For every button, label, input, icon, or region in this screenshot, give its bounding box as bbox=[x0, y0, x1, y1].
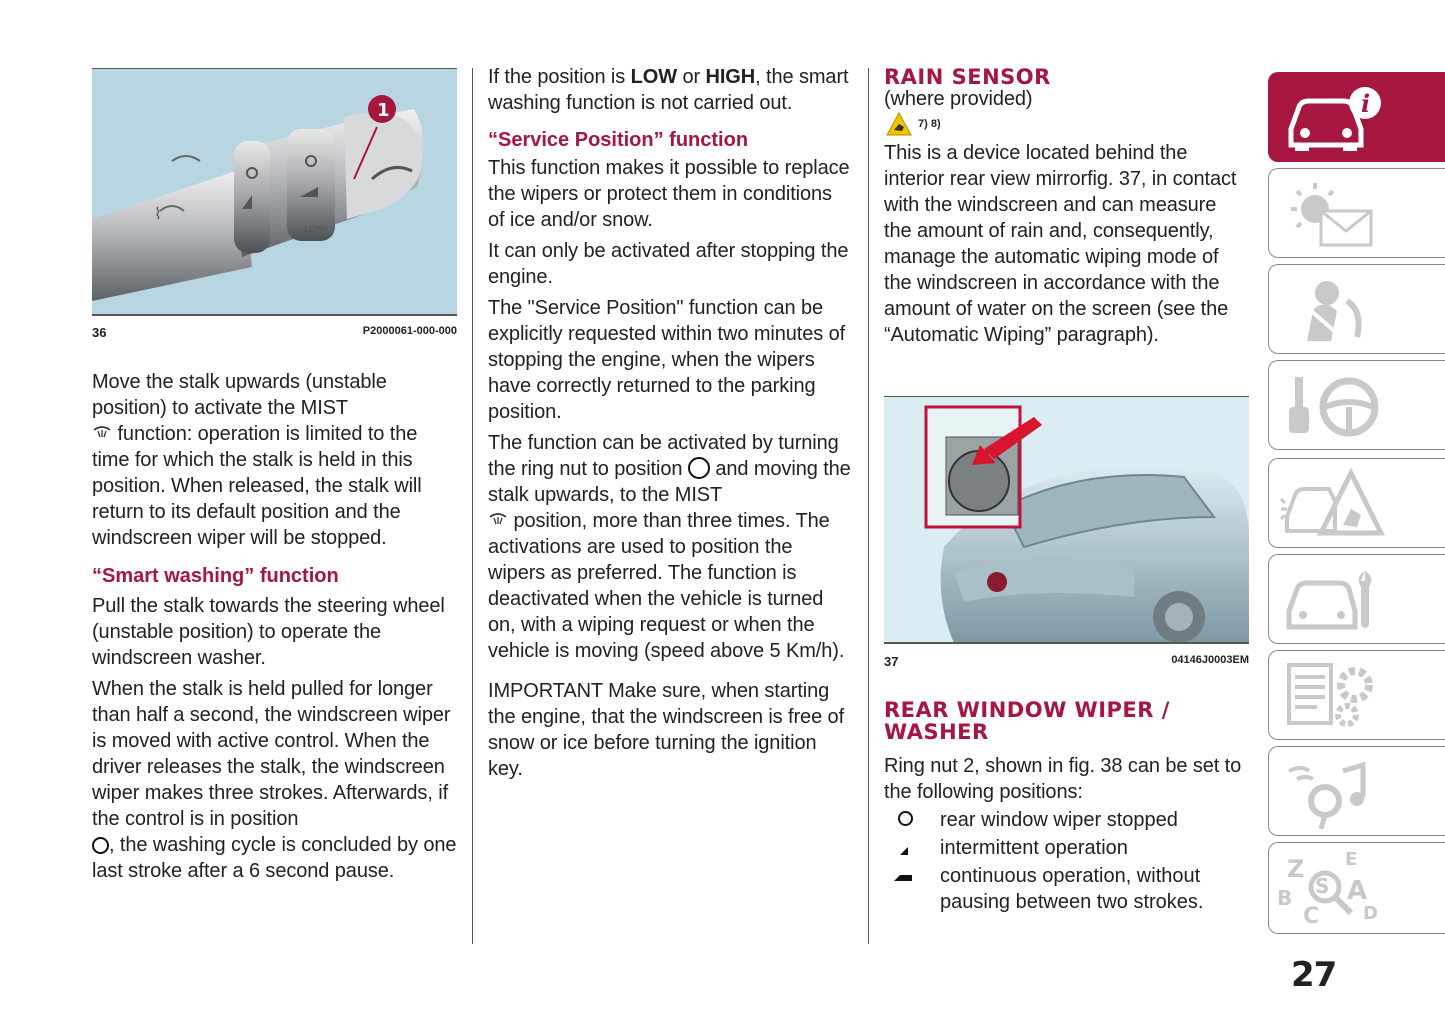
safety-icon bbox=[1277, 271, 1387, 347]
service-activation-paragraph: The function can be activated by turning the ring nut to position and moving the stalk upwards, to the MIST position, more than three times. The activations are used to position the wipers as preferred. The function is deactivated when the vehicle is turned on, with a wiping request or when the vehicle is moving (speed above 5 Km/h). bbox=[488, 432, 851, 662]
index-letter-b: B bbox=[1277, 886, 1293, 910]
mist-icon bbox=[92, 425, 112, 439]
multimedia-icon bbox=[1277, 753, 1387, 829]
service-position-heading: “Service Position” function bbox=[488, 129, 749, 151]
tab-technical-data[interactable] bbox=[1268, 650, 1445, 740]
tab-multimedia[interactable] bbox=[1268, 746, 1445, 836]
smart-washing-paragraph: Pull the stalk towards the steering wheel (unstable position) to operate the windscreen washer. bbox=[92, 595, 445, 669]
rear-wiper-heading-line-2: WASHER bbox=[884, 720, 989, 744]
smart-washing-detail-paragraph: When the stalk is held pulled for longer than half a second, the windscreen wiper is moved with active control. When the driver releases the stalk, the windscreen wiper makes three strokes. Afterwards, if the control is in position , the washing cycle is concluded by one last stroke after a 6 second pause. bbox=[92, 678, 457, 882]
page-number: 27 bbox=[1291, 955, 1337, 995]
rain-sensor-subtitle: (where provided) bbox=[884, 88, 1033, 110]
column-divider-2 bbox=[868, 68, 869, 944]
activation-paragraph: It can only be activated after stopping the engine. bbox=[488, 240, 849, 288]
service-request-paragraph: The "Service Position" function can be explicitly requested within two minutes of stopping the engine, when the wipers have correctly returned to the parking position. bbox=[488, 297, 846, 423]
index-letter-d: D bbox=[1363, 903, 1378, 924]
warning-icon bbox=[886, 112, 912, 136]
index-icon bbox=[1277, 849, 1387, 929]
mist-icon-2 bbox=[488, 512, 508, 526]
rear-wiper-heading-line-1: REAR WINDOW WIPER / bbox=[884, 698, 1170, 722]
figure-36-number: 36 bbox=[92, 325, 107, 340]
continuous-icon bbox=[894, 863, 918, 889]
service-position-paragraph: This function makes it possible to replace the wipers or protect them in conditions of ice and/or snow. bbox=[488, 157, 850, 231]
warning-row bbox=[884, 110, 1249, 140]
list-item: rear window wiper stopped bbox=[884, 807, 1249, 833]
tab-maintenance[interactable] bbox=[1268, 554, 1445, 644]
figure-36-code: P2000061-000-000 bbox=[362, 325, 457, 337]
list-item: continuous operation, without pausing between two strokes. bbox=[884, 863, 1249, 915]
warning-refs: 7) 8) bbox=[918, 118, 941, 130]
positions-list bbox=[884, 807, 1249, 915]
index-letter-e: E bbox=[1345, 849, 1358, 870]
mist-paragraph: Move the stalk upwards (unstable position) to activate the MIST function: operation is limited to the time for which the stalk is held in this position. When released, the stalk will return to its default position and the windscreen wiper will be stopped. bbox=[92, 371, 422, 549]
tab-car-info[interactable] bbox=[1268, 72, 1445, 162]
rain-sensor-paragraph: This is a device located behind the interior rear view mirrorfig. 37, in contact with the windscreen and can measure the amount of rain and, consequently, manage the automatic wiping mode of the windscreen in accordance with the amount of water on the screen (see the “Automatic Wiping” paragraph). bbox=[884, 142, 1237, 346]
low-high-paragraph: If the position is LOW or HIGH, the smart washing function is not carried out. bbox=[488, 66, 849, 114]
car-info-icon bbox=[1277, 79, 1387, 155]
tab-emergency[interactable] bbox=[1268, 458, 1445, 548]
index-letter-a: A bbox=[1347, 876, 1368, 906]
tab-safety[interactable] bbox=[1268, 264, 1445, 354]
svg-text:⌇: ⌇ bbox=[154, 204, 162, 223]
important-paragraph: IMPORTANT Make sure, when starting the engine, that the windscreen is free of snow or ice before turning the ignition key. bbox=[488, 680, 845, 780]
rain-sensor-heading: RAIN SENSOR bbox=[884, 65, 1051, 89]
technical-data-icon bbox=[1277, 657, 1387, 733]
maintenance-icon bbox=[1277, 561, 1387, 637]
column-divider-1 bbox=[472, 68, 473, 944]
intermittent-icon bbox=[894, 835, 918, 861]
stalk-low-label: LOW bbox=[304, 225, 325, 235]
tab-index[interactable] bbox=[1268, 842, 1445, 934]
smart-washing-heading: “Smart washing” function bbox=[92, 565, 339, 587]
index-letter-s: S bbox=[1315, 874, 1330, 898]
ring-position-icon-2 bbox=[688, 457, 710, 479]
ring-icon bbox=[894, 807, 918, 833]
figure-37-caption bbox=[884, 654, 1249, 670]
tab-starting-driving[interactable] bbox=[1268, 360, 1445, 450]
index-letter-z: Z bbox=[1287, 855, 1305, 883]
tab-dashboard-lights[interactable] bbox=[1268, 168, 1445, 258]
car-rain-sensor-illustration bbox=[884, 397, 1249, 643]
figure-37-number: 37 bbox=[884, 654, 899, 669]
list-item: intermittent operation bbox=[884, 835, 1249, 861]
figure-37-code: 04146J0003EM bbox=[1171, 654, 1249, 666]
index-letter-c: C bbox=[1303, 904, 1320, 929]
dashboard-lights-icon bbox=[1277, 175, 1387, 251]
rear-wiper-paragraph: Ring nut 2, shown in fig. 38 can be set to the following positions: bbox=[884, 755, 1242, 803]
figure-36-caption bbox=[92, 325, 457, 341]
ring-position-icon bbox=[92, 837, 109, 854]
emergency-icon bbox=[1277, 465, 1387, 541]
figure-37 bbox=[884, 396, 1249, 643]
figure-36 bbox=[92, 68, 457, 315]
wiper-stalk-illustration bbox=[92, 69, 457, 315]
callout-1: 1 bbox=[377, 100, 390, 121]
svg-text:i: i bbox=[1361, 89, 1371, 118]
starting-driving-icon bbox=[1277, 367, 1387, 443]
